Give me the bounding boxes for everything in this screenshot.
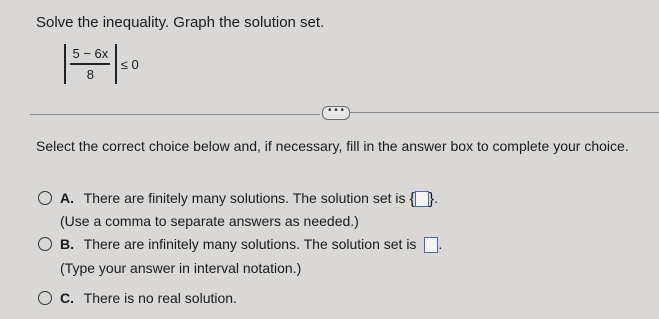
choice-b-radio[interactable] [38, 237, 52, 251]
choice-prompt: Select the correct choice below and, if necessary, fill in the answer box to complete your choice. [36, 138, 629, 154]
inequality-expression [64, 44, 139, 84]
choice-a[interactable] [38, 190, 438, 229]
choice-b-text: There are infinitely many solutions. The solution set is [83, 236, 417, 252]
choice-a-letter: A. [60, 190, 74, 206]
problem-instruction: Solve the inequality. Graph the solution set. [36, 14, 325, 31]
divider-left [30, 114, 320, 115]
choice-b-letter: B. [60, 236, 74, 252]
choice-a-open-brace: { [409, 190, 415, 208]
choice-b[interactable] [38, 236, 442, 276]
choice-c-letter: C. [60, 290, 74, 306]
choice-a-radio[interactable] [38, 191, 52, 205]
choice-a-text: There are finitely many solutions. The solution set is [83, 190, 406, 206]
fraction [70, 46, 112, 81]
fraction-bar [70, 63, 110, 64]
choice-c-radio[interactable] [38, 291, 52, 305]
choice-b-period: . [438, 236, 443, 252]
choice-a-close-brace: } [428, 190, 435, 208]
choice-a-period: . [434, 190, 439, 206]
divider-right [350, 112, 659, 113]
fraction-denominator: 8 [86, 66, 94, 82]
absolute-value-bar-right [115, 44, 117, 84]
inequality-relation: ≤ 0 [120, 56, 139, 72]
choice-a-answer-box[interactable] [415, 191, 429, 207]
choice-c[interactable] [38, 290, 237, 306]
choice-b-answer-box[interactable] [424, 237, 438, 253]
choice-c-text: There is no real solution. [83, 290, 237, 306]
choice-a-hint: (Use a comma to separate answers as needed.) [60, 213, 359, 230]
more-options-button[interactable]: • • • [322, 106, 350, 120]
choice-b-hint: (Type your answer in interval notation.) [60, 260, 302, 277]
absolute-value-bar-left [64, 44, 66, 84]
fraction-numerator: 5 − 6x [72, 46, 109, 62]
